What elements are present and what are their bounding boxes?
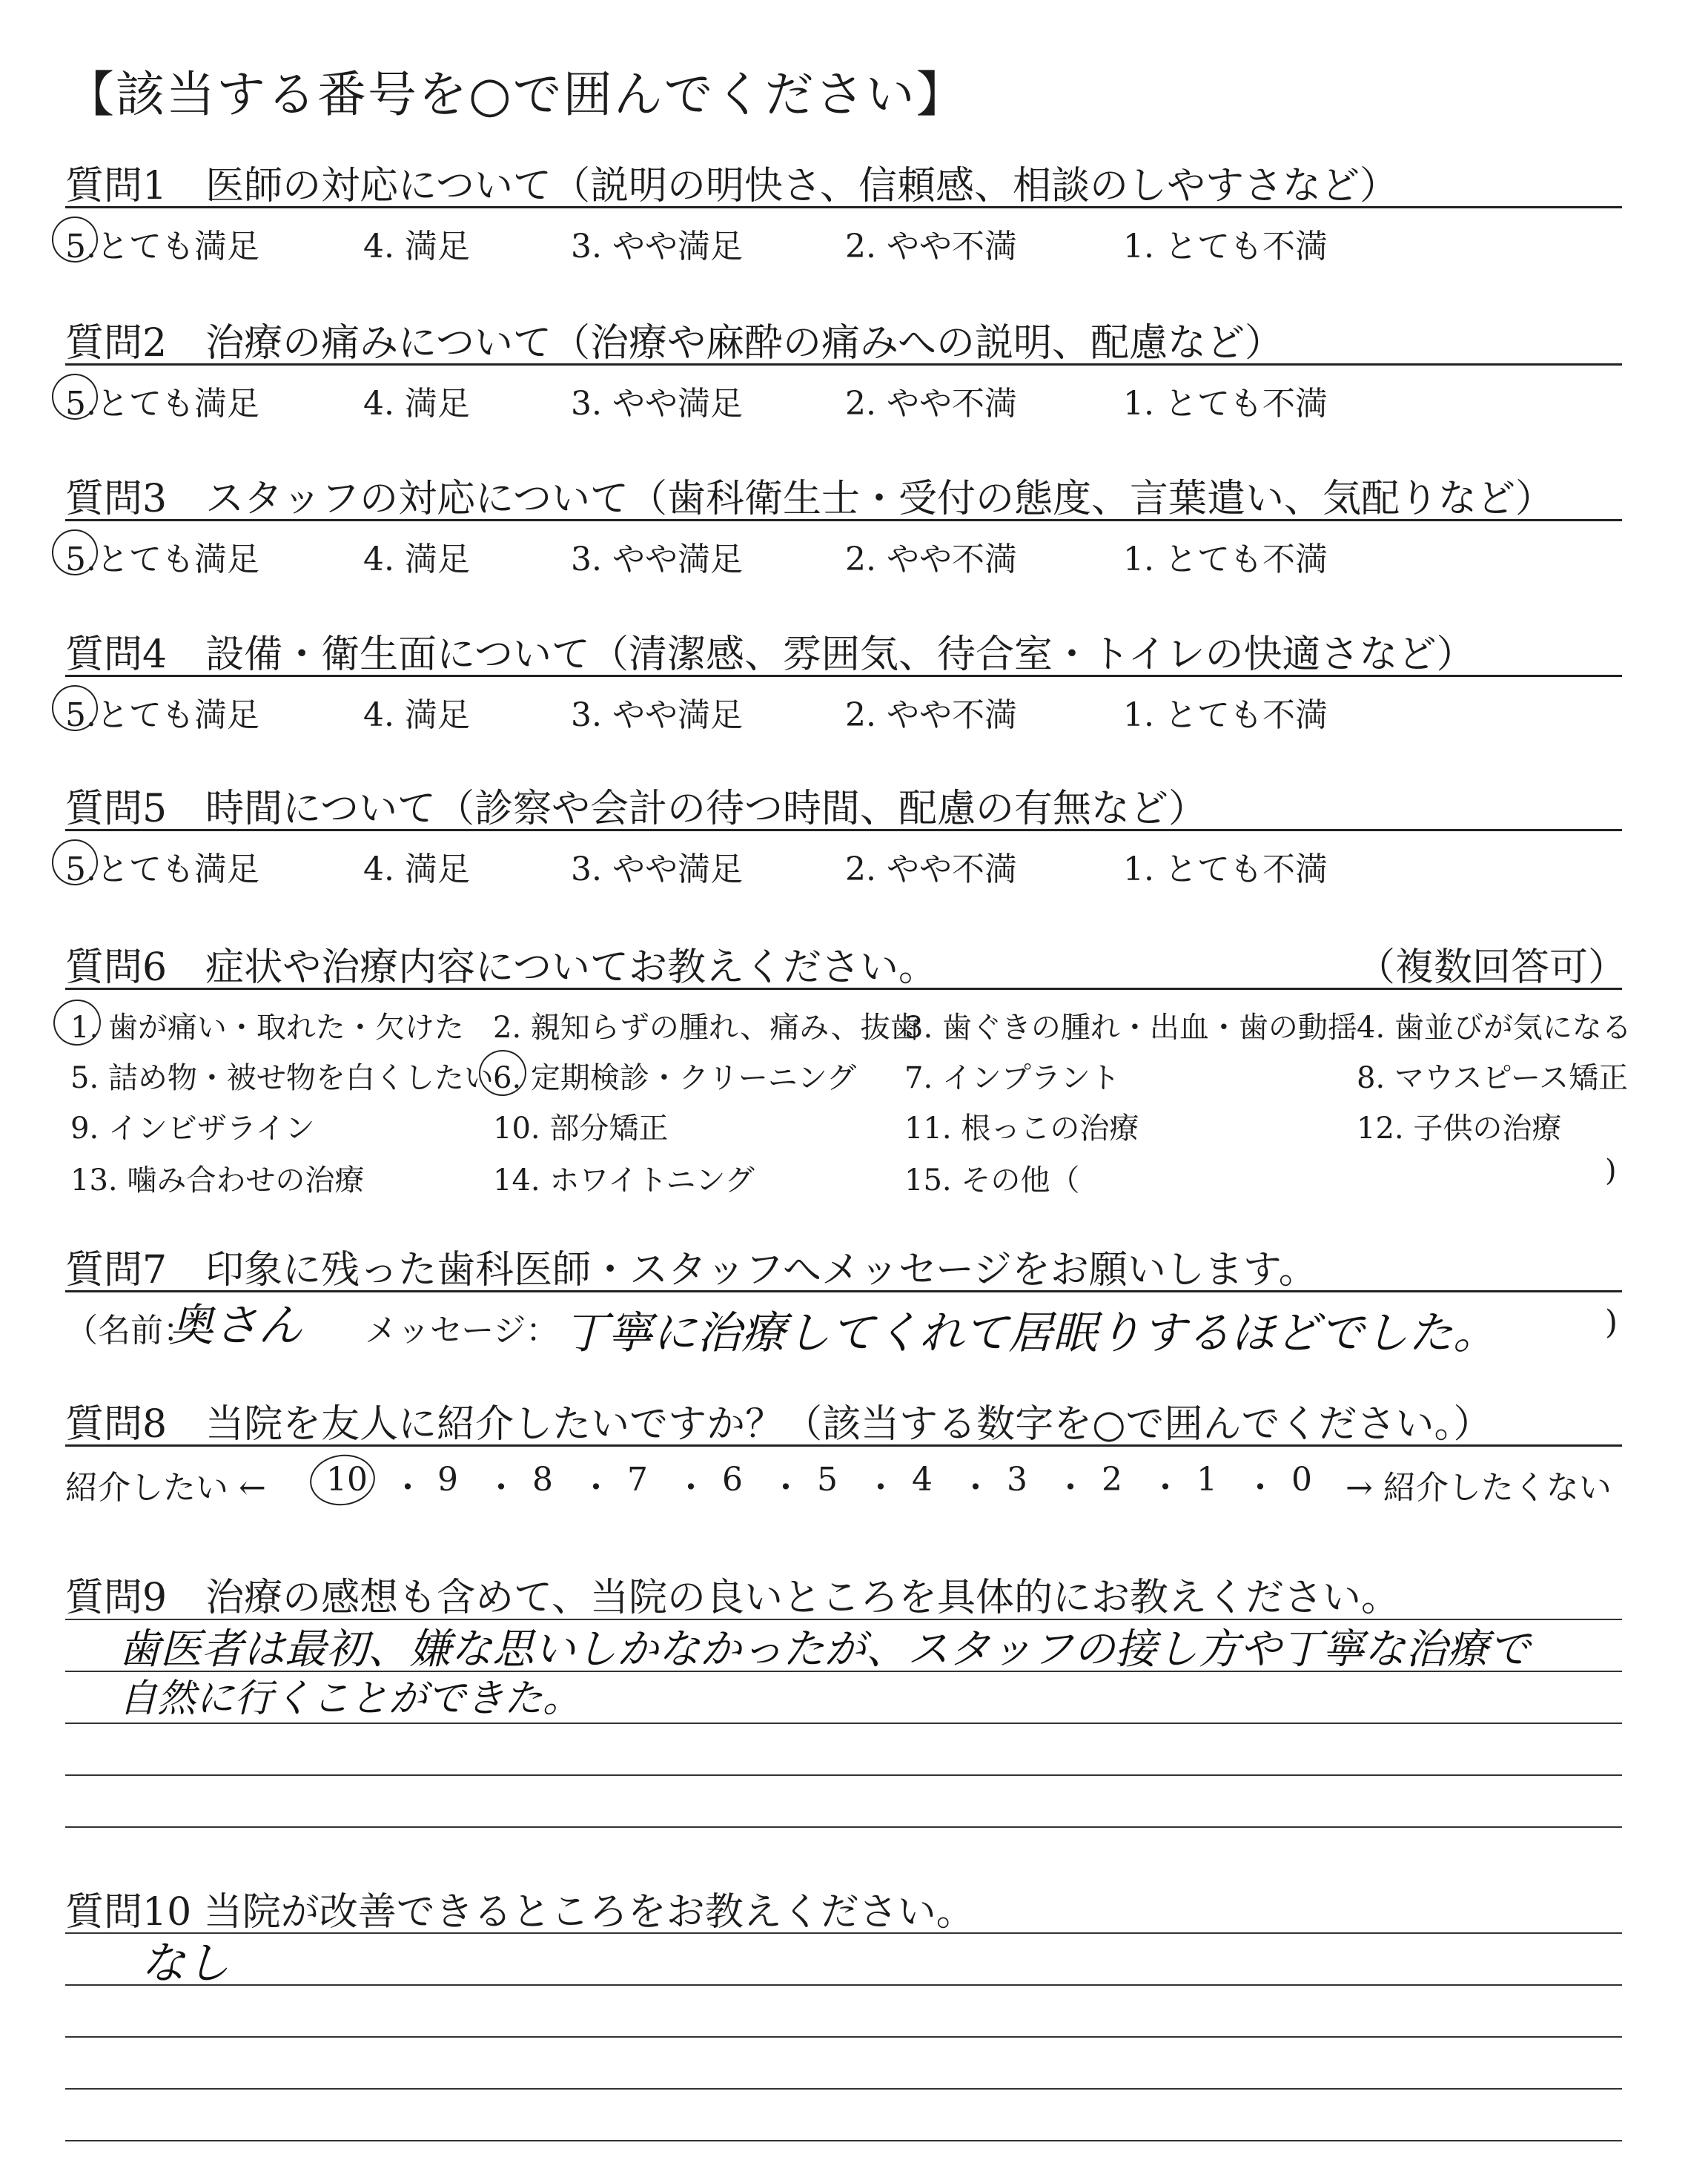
q6-option-1[interactable]: 1. 歯が痛い・取れた・欠けた [70,1011,464,1045]
q10-line-1 [65,1932,1622,1934]
q3-option-1[interactable]: 1. とても不満 [1123,541,1328,578]
q8-scale-6[interactable]: 6 [722,1461,743,1499]
q8-scale-9[interactable]: 9 [437,1461,458,1499]
q9-line-4 [65,1774,1622,1776]
q5-option-4[interactable]: 4. 満足 [363,851,470,888]
q6-option-4[interactable]: 4. 歯並びが気になる [1357,1011,1632,1045]
q8-scale-10[interactable]: 10 [326,1461,368,1499]
q8-scale-3[interactable]: 3 [1007,1461,1027,1499]
question-4-title: 質問4 設備・衛生面について（清潔感、雰囲気、待合室・トイレの快適さなど） [65,633,1475,677]
q5-option-5[interactable]: 5.とても満足 [65,851,259,888]
q8-left-label: 紹介したい ← [65,1469,266,1507]
q5-option-3[interactable]: 3. やや満足 [571,851,743,888]
q8-scale-0[interactable]: 0 [1291,1461,1312,1499]
q4-option-4[interactable]: 4. 満足 [363,696,470,734]
q8-scale-8[interactable]: 8 [532,1461,553,1499]
q8-separator: ・ [1149,1469,1182,1507]
q8-separator: ・ [1244,1469,1277,1507]
q1-option-1[interactable]: 1. とても不満 [1123,228,1328,265]
q8-separator: ・ [580,1469,612,1507]
q10-answer-line-1[interactable]: なし [141,1938,230,1989]
q4-option-1[interactable]: 1. とても不満 [1123,696,1328,734]
question-5-title: 質問5 時間について（診察や会計の待つ時間、配慮の有無など） [65,787,1208,831]
q8-scale-2[interactable]: 2 [1102,1461,1122,1499]
q6-option-5[interactable]: 5. 詰め物・被せ物を白くしたい [70,1061,494,1095]
question-8-title: 質問8 当院を友人に紹介したいですか？（該当する数字を○で囲んでください。） [65,1402,1492,1447]
q8-separator: ・ [485,1469,517,1507]
q5-option-1[interactable]: 1. とても不満 [1123,851,1328,888]
q6-option-12[interactable]: 12. 子供の治療 [1357,1112,1562,1146]
q10-line-5 [65,2140,1622,2141]
q1-option-4[interactable]: 4. 満足 [363,228,470,265]
q7-message-label: メッセージ： [365,1312,559,1350]
q6-option-11[interactable]: 11. 根っこの治療 [904,1112,1139,1146]
q8-scale-5[interactable]: 5 [817,1461,838,1499]
q6-option-8[interactable]: 8. マウスピース矯正 [1357,1061,1629,1095]
q2-option-2[interactable]: 2. やや不満 [845,385,1017,423]
q1-option-2[interactable]: 2. やや不満 [845,228,1017,265]
q6-option-6[interactable]: 6. 定期検診・クリーニング [493,1061,857,1095]
page-header: 【該当する番号を○で囲んでください】 [65,66,967,123]
q9-line-5 [65,1826,1622,1828]
q8-scale-4[interactable]: 4 [912,1461,933,1499]
q9-line-3 [65,1723,1622,1724]
q6-option-10[interactable]: 10. 部分矯正 [493,1112,669,1146]
q9-answer-line-1[interactable]: 歯医者は最初、嫌な思いしかなかったが、スタッフの接し方や丁寧な治療で [119,1625,1530,1674]
question-6-title: 質問6 症状や治療内容についてお教えください。 [65,945,938,990]
q1-option-5[interactable]: 5.とても満足 [65,228,259,265]
q4-option-2[interactable]: 2. やや不満 [845,696,1017,734]
question-5-rule [65,829,1622,831]
q2-option-1[interactable]: 1. とても不満 [1123,385,1328,423]
q6-option-13[interactable]: 13. 噛み合わせの治療 [70,1163,365,1198]
q8-separator: ・ [769,1469,802,1507]
question-1-title: 質問1 医師の対応について（説明の明快さ、信頼感、相談のしやすさなど） [65,164,1398,208]
q6-option-15-close: ) [1605,1154,1617,1188]
q3-option-4[interactable]: 4. 満足 [363,541,470,578]
question-6-note: （複数回答可） [1357,945,1627,990]
q2-option-5[interactable]: 5.とても満足 [65,385,259,423]
question-2-rule [65,363,1622,366]
q3-option-2[interactable]: 2. やや不満 [845,541,1017,578]
q2-option-3[interactable]: 3. やや満足 [571,385,743,423]
q10-line-3 [65,2036,1622,2038]
question-6-rule [65,988,1622,990]
q7-name-value[interactable]: 奥さん [169,1300,302,1352]
q7-message-value[interactable]: 丁寧に治療してくれて居眠りするほどでした。 [563,1307,1497,1359]
q10-line-2 [65,1984,1622,1986]
q6-option-15[interactable]: 15. その他（ [904,1163,1080,1198]
question-10-title: 質問10 当院が改善できるところをお教えください。 [65,1890,975,1935]
q8-separator: ・ [391,1469,424,1507]
q4-option-3[interactable]: 3. やや満足 [571,696,743,734]
q6-option-14[interactable]: 14. ホワイトニング [493,1163,755,1198]
question-8-rule [65,1444,1622,1447]
q6-option-3[interactable]: 3. 歯ぐきの腫れ・出血・歯の動揺 [904,1011,1357,1045]
question-1-rule [65,206,1622,208]
q2-option-4[interactable]: 4. 満足 [363,385,470,423]
question-2-title: 質問2 治療の痛みについて（治療や麻酔の痛みへの説明、配慮など） [65,321,1284,366]
q3-option-5[interactable]: 5.とても満足 [65,541,259,578]
q7-close-paren: ) [1605,1304,1618,1341]
question-3-rule [65,519,1622,521]
q8-scale-1[interactable]: 1 [1196,1461,1217,1499]
q6-option-9[interactable]: 9. インビザライン [70,1112,315,1146]
question-4-rule [65,675,1622,677]
q10-line-4 [65,2088,1622,2090]
q7-name-label: （名前： [65,1312,196,1350]
q9-answer-line-2[interactable]: 自然に行くことができた。 [119,1677,582,1721]
q8-right-label: → 紹介したくない [1345,1469,1612,1507]
q1-option-3[interactable]: 3. やや満足 [571,228,743,265]
q8-separator: ・ [864,1469,897,1507]
q5-option-2[interactable]: 2. やや不満 [845,851,1017,888]
q6-option-7[interactable]: 7. インプラント [904,1061,1120,1095]
question-9-title: 質問9 治療の感想も含めて、当院の良いところを具体的にお教えください。 [65,1576,1400,1620]
q6-option-2[interactable]: 2. 親知らずの腫れ、痛み、抜歯 [493,1011,920,1045]
q8-separator: ・ [1054,1469,1087,1507]
question-3-title: 質問3 スタッフの対応について（歯科衛生士・受付の態度、言葉遣い、気配りなど） [65,477,1555,521]
q8-separator: ・ [675,1469,707,1507]
q3-option-3[interactable]: 3. やや満足 [571,541,743,578]
q8-separator: ・ [959,1469,992,1507]
question-7-title: 質問7 印象に残った歯科医師・スタッフへメッセージをお願いします。 [65,1248,1317,1292]
q4-option-5[interactable]: 5.とても満足 [65,696,259,734]
q8-scale-7[interactable]: 7 [627,1461,648,1499]
